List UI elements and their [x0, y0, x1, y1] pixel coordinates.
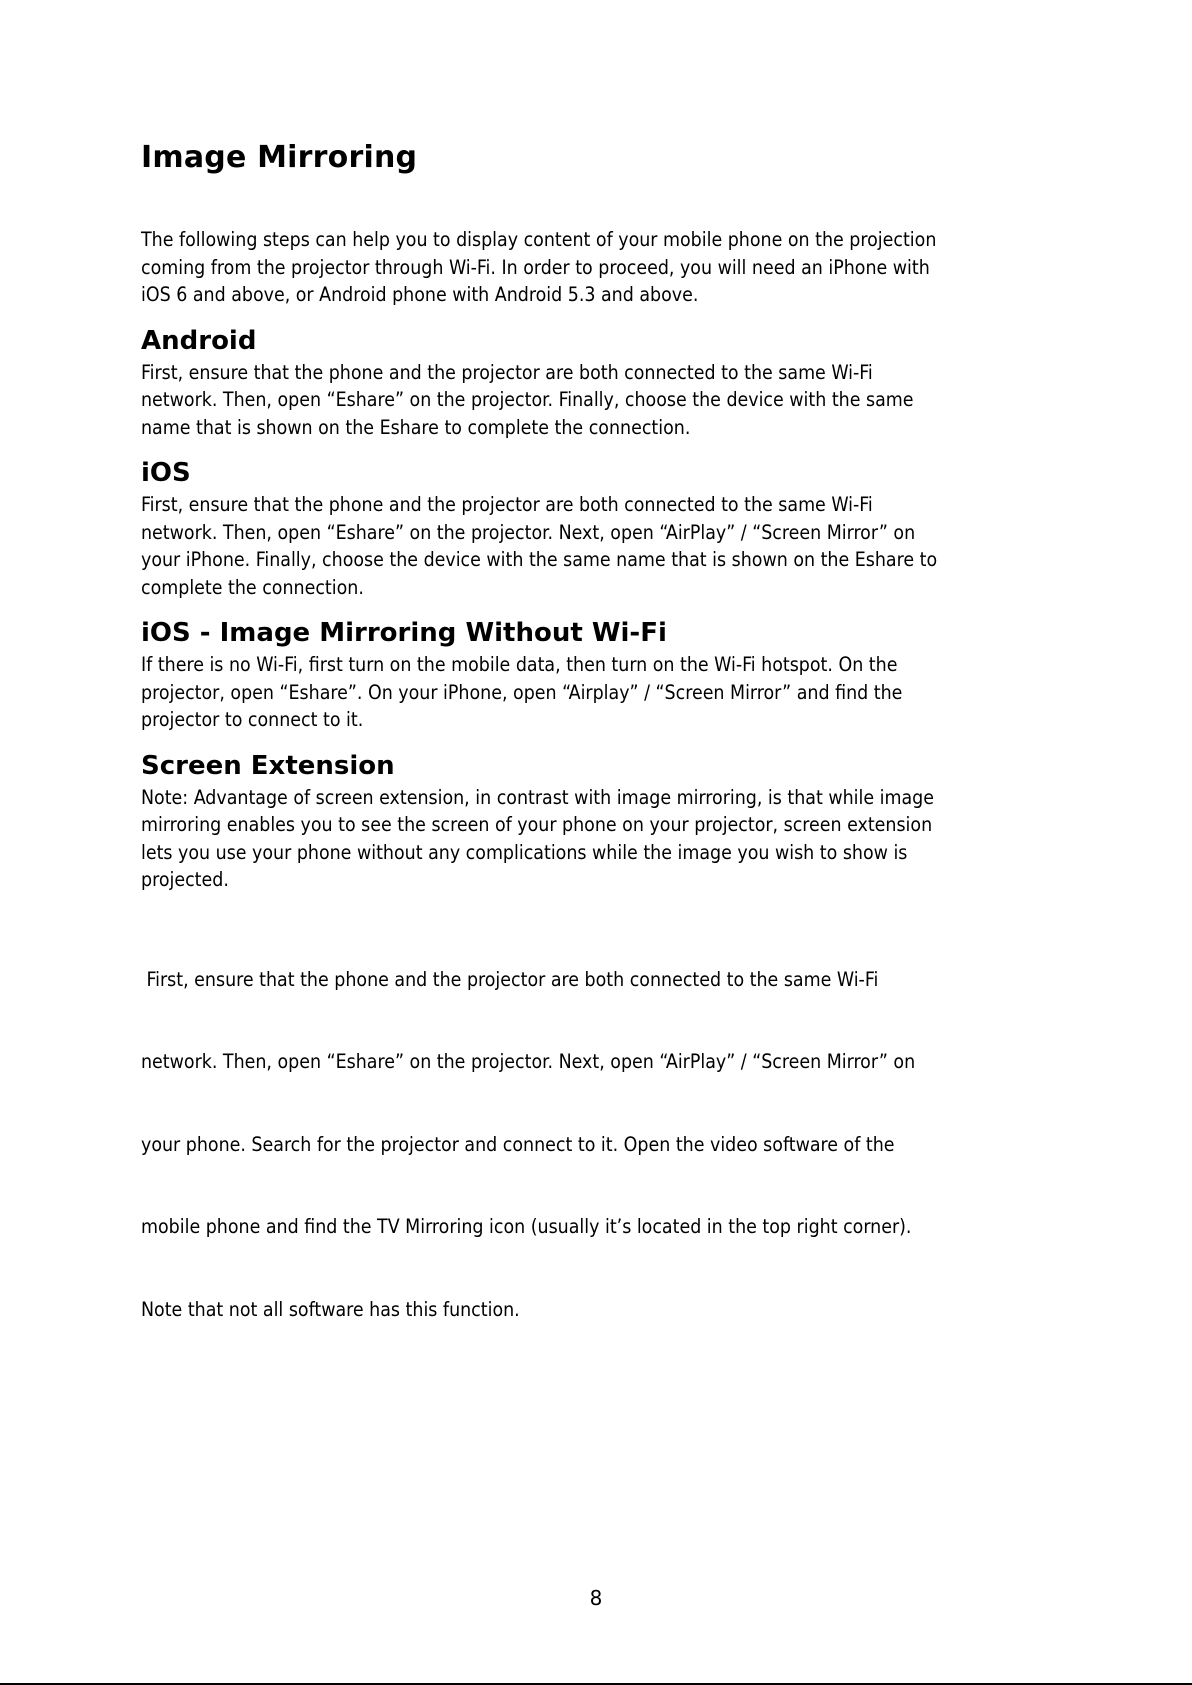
paragraph-line: network. Then, open “Eshare” on the projector. Next, open “AirPlay” / “Screen Mirror” on — [141, 520, 916, 544]
page-title: Image Mirroring — [141, 140, 418, 175]
paragraph-line: mirroring enables you to see the screen of your phone on your projector, screen extension — [141, 813, 933, 836]
paragraph-line: your iPhone. Finally, choose the device with the same name that is shown on the Eshare to — [141, 548, 938, 571]
section-ios — [141, 458, 1061, 601]
section-ios-no-wifi — [141, 618, 1061, 734]
section-paragraph — [141, 651, 1061, 734]
section-heading: Screen Extension — [141, 750, 395, 781]
section-heading: Android — [141, 325, 257, 356]
section-heading: iOS - Image Mirroring Without Wi-Fi — [141, 618, 667, 648]
paragraph-line: network. Then, open “Eshare” on the projector. Finally, choose the device with the same — [141, 388, 914, 411]
paragraph-line: projected. — [141, 868, 229, 891]
paragraph-line: First, ensure that the phone and the projector are both connected to the same Wi-Fi — [141, 967, 879, 991]
section-screen-extension — [141, 751, 1061, 1379]
paragraph-line: your phone. Search for the projector and connect to it. Open the video software of the — [141, 1132, 895, 1156]
paragraph-line: lets you use your phone without any complications while the image you wish to show is — [141, 840, 908, 864]
intro-line: The following steps can help you to display content of your mobile phone on the projection — [141, 228, 937, 251]
page-number: 8 — [589, 1586, 603, 1610]
paragraph-line: Note that not all software has this function. — [141, 1297, 520, 1321]
section-paragraph — [141, 784, 1061, 894]
paragraph-line: mobile phone and find the TV Mirroring icon (usually it’s located in the top right corner). — [141, 1215, 912, 1238]
paragraph-line: First, ensure that the phone and the projector are both connected to the same Wi-Fi — [141, 360, 873, 384]
intro-line: coming from the projector through Wi-Fi. In order to proceed, you will need an iPhone with — [141, 255, 930, 279]
paragraph-line: projector, open “Eshare”. On your iPhone, open “Airplay” / “Screen Mirror” and find the — [141, 680, 903, 704]
paragraph-line: projector to connect to it. — [141, 708, 364, 731]
intro-line: iOS 6 and above, or Android phone with Android 5.3 and above. — [141, 283, 699, 306]
paragraph-line: Note: Advantage of screen extension, in contrast with image mirroring, is that while image — [141, 785, 934, 809]
paragraph-line: network. Then, open “Eshare” on the projector. Next, open “AirPlay” / “Screen Mirror” on — [141, 1050, 916, 1073]
page-content — [141, 140, 1061, 1395]
section-android — [141, 326, 1061, 442]
section-paragraph — [141, 359, 1061, 442]
section-paragraph — [141, 491, 1061, 601]
section-paragraph — [141, 911, 1061, 1379]
intro-paragraph — [141, 226, 1061, 309]
paragraph-line: complete the connection. — [141, 575, 364, 599]
paragraph-line: name that is shown on the Eshare to complete the connection. — [141, 415, 691, 439]
paragraph-line: If there is no Wi-Fi, first turn on the mobile data, then turn on the Wi-Fi hotspot. On the — [141, 653, 898, 676]
paragraph-line: First, ensure that the phone and the projector are both connected to the same Wi-Fi — [141, 493, 873, 516]
section-heading: iOS — [141, 458, 191, 488]
